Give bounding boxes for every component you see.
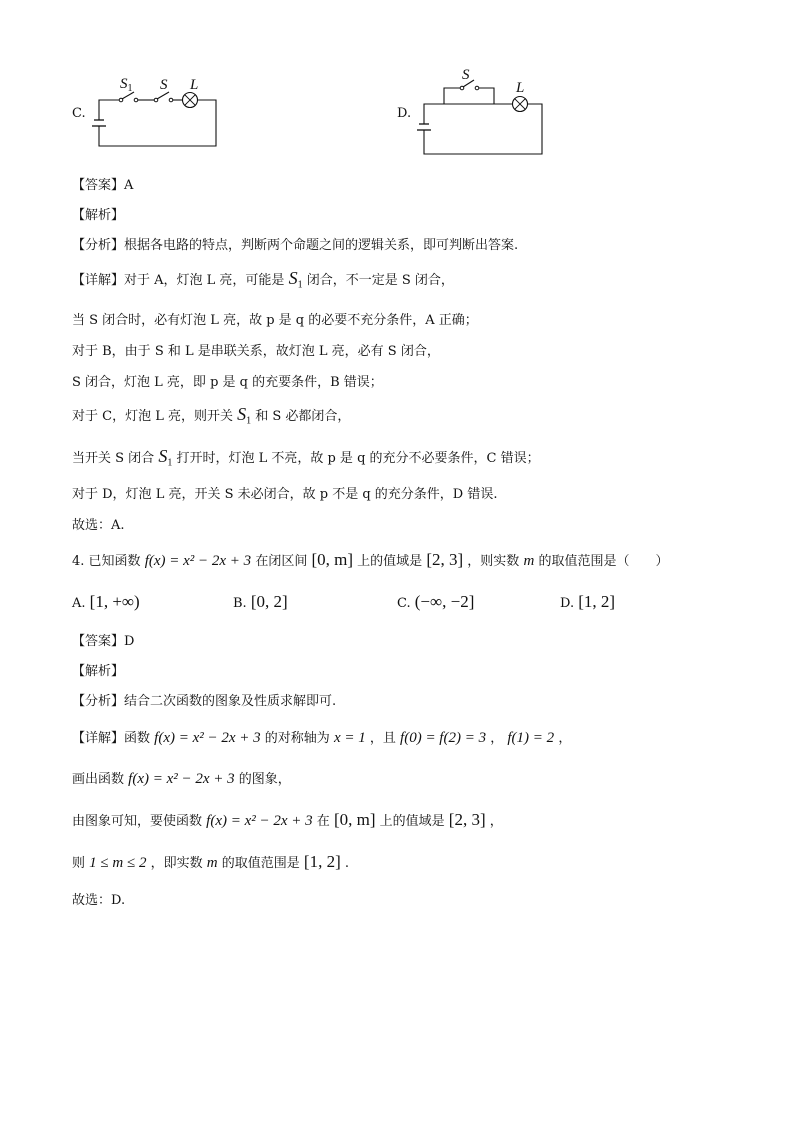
q3-answer: 【答案】A — [72, 178, 134, 193]
q4-detail-1: 【详解】函数 f(x) = x² − 2x + 3 的对称轴为 x = 1 ，且 f(0) = f(2) = 3 ， f(1) = 2 ， — [72, 730, 572, 746]
q4-answer: 【答案】D — [72, 634, 135, 649]
option-c-label: C. — [72, 106, 86, 121]
q4-option-b: B. [0, 2] — [233, 592, 288, 611]
q4-option-d: D. [1, 2] — [560, 592, 616, 611]
circuit-diagram-d — [412, 66, 552, 158]
circuit-diagram-c — [86, 72, 226, 152]
q4-fenxi: 【分析】结合二次函数的图象及性质求解即可. — [72, 694, 337, 709]
q3-detail-a1: 【详解】对于 A，灯泡 L 亮，可能是 $S_1$ 闭合，不一定是 S 闭合， — [72, 268, 454, 291]
q4-stem: 4. 已知函数 f(x) = x² − 2x + 3 在闭区间 [0, m] 上的值域是 [2, 3] ，则实数 m 的取值范围是（ ） — [72, 550, 669, 569]
q3-choose: 故选：A. — [72, 518, 125, 533]
q3-detail-c2: 当开关 S 闭合 $S_1$ 打开时，灯泡 L 不亮，故 p 是 q 的充分不必要条件，C 错误； — [72, 446, 540, 469]
q3-jiexi-heading: 【解析】 — [72, 208, 125, 223]
q4-option-c: C. (−∞, −2] — [397, 592, 475, 611]
q4-choose: 故选：D. — [72, 893, 126, 908]
q3-fenxi: 【分析】根据各电路的特点，判断两个命题之间的逻辑关系，即可判断出答案. — [72, 238, 519, 253]
label-s: S — [160, 77, 168, 93]
q4-detail-4: 则 1 ≤ m ≤ 2 ，即实数 m 的取值范围是 [1, 2] . — [72, 852, 350, 871]
q4-jiexi-heading: 【解析】 — [72, 664, 125, 679]
q4-detail-3: 由图象可知，要使函数 f(x) = x² − 2x + 3 在 [0, m] 上的值域是 [2, 3] ， — [72, 810, 503, 829]
q3-detail-a2: 当 S 闭合时，必有灯泡 L 亮，故 p 是 q 的必要不充分条件，A 正确； — [72, 313, 478, 328]
label-l: L — [516, 80, 525, 96]
q3-detail-d: 对于 D，灯泡 L 亮，开关 S 未必闭合，故 p 不是 q 的充分条件，D 错误. — [72, 487, 498, 502]
q4-option-a: A. [1, +∞) — [72, 592, 140, 611]
q3-detail-c1: 对于 C，灯泡 L 亮，则开关 $S_1$ 和 S 必都闭合， — [72, 404, 351, 427]
label-l: L — [190, 77, 199, 93]
label-s1: $S_1$ — [120, 76, 133, 94]
q3-detail-b2: S 闭合，灯泡 L 亮，即 p 是 q 的充要条件，B 错误； — [72, 375, 383, 390]
option-d-label: D. — [397, 106, 412, 121]
q4-detail-2: 画出函数 f(x) = x² − 2x + 3 的图象， — [72, 771, 291, 787]
label-s: S — [462, 67, 470, 83]
q3-detail-b1: 对于 B，由于 S 和 L 是串联关系，故灯泡 L 亮，必有 S 闭合， — [72, 344, 440, 359]
